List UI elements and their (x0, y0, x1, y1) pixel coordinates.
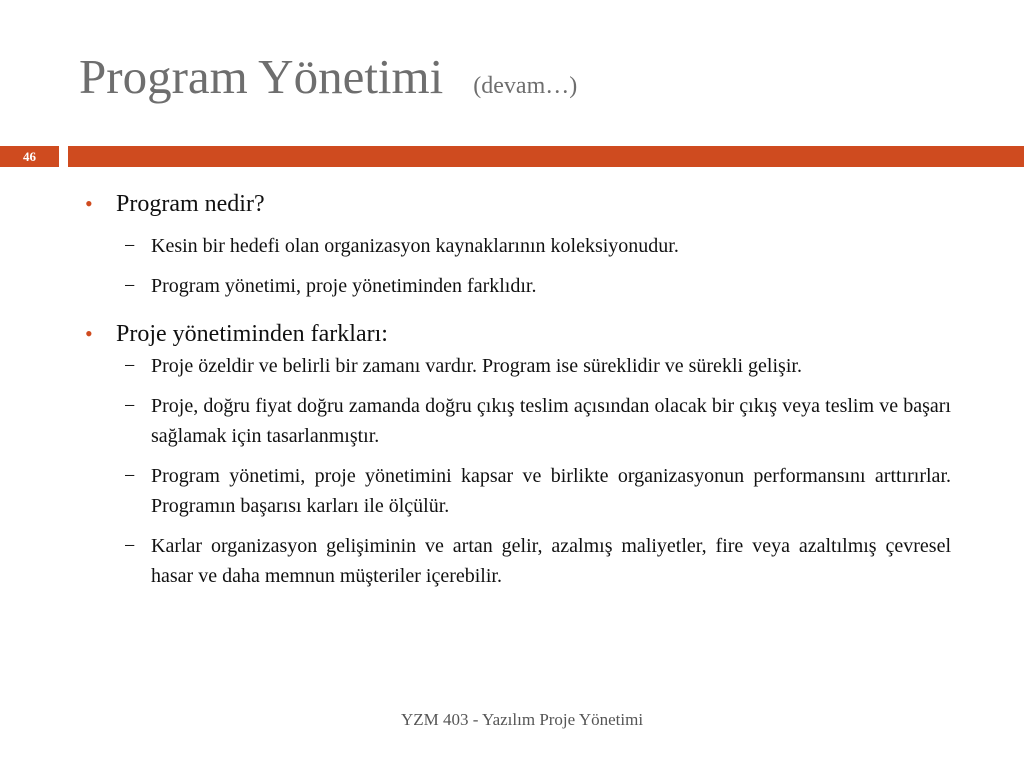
bullet-item-proje-farklari (79, 317, 951, 351)
sub-bullet-text: Program yönetimi, proje yönetiminden farklıdır. (151, 275, 537, 297)
sub-bullet-item (79, 531, 951, 591)
bullet-icon: • (85, 321, 93, 346)
sub-bullet-text: Program yönetimi, proje yönetimini kapsar ve birlikte organizasyonun performansını arttırırlar. Programın başarısı karları ile ölçülür. (151, 465, 951, 517)
dash-icon: − (124, 235, 136, 257)
dash-icon: − (124, 355, 136, 377)
sub-bullet-item (79, 461, 951, 521)
accent-bar (68, 146, 1024, 167)
sub-bullet-text: Proje, doğru fiyat doğru zamanda doğru çıkış teslim açısından olacak bir çıkış veya teslim ve başarı sağlamak için tasarlanmıştır. (151, 395, 951, 447)
slide-title-main: Program Yönetimi (79, 49, 444, 104)
bullet-text: Proje yönetiminden farkları: (116, 321, 388, 347)
sub-bullet-item (79, 391, 951, 451)
sub-bullet-item (79, 231, 951, 261)
bullet-icon: • (85, 191, 93, 216)
sub-bullet-text: Karlar organizasyon gelişiminin ve artan gelir, azalmış maliyetler, fire veya azaltılmış çevresel hasar ve daha memnun müşteriler içerebilir. (151, 535, 951, 587)
bullet-item-program-nedir (79, 187, 951, 221)
slide-content (79, 187, 951, 591)
slide-title (79, 49, 578, 104)
dash-icon: − (124, 465, 136, 487)
slide-title-subtitle: (devam…) (473, 73, 578, 99)
page-number-badge: 46 (0, 146, 59, 167)
bullet-text: Program nedir? (116, 191, 265, 217)
slide-footer: YZM 403 - Yazılım Proje Yönetimi (400, 710, 644, 729)
dash-icon: − (124, 275, 136, 297)
sub-bullet-item (79, 351, 951, 381)
sub-bullet-text: Proje özeldir ve belirli bir zamanı vardır. Program ise süreklidir ve sürekli gelişir. (151, 355, 802, 377)
sub-bullet-item (79, 271, 951, 301)
sub-bullet-text: Kesin bir hedefi olan organizasyon kaynaklarının koleksiyonudur. (151, 235, 679, 257)
dash-icon: − (124, 395, 136, 417)
dash-icon: − (124, 535, 136, 557)
